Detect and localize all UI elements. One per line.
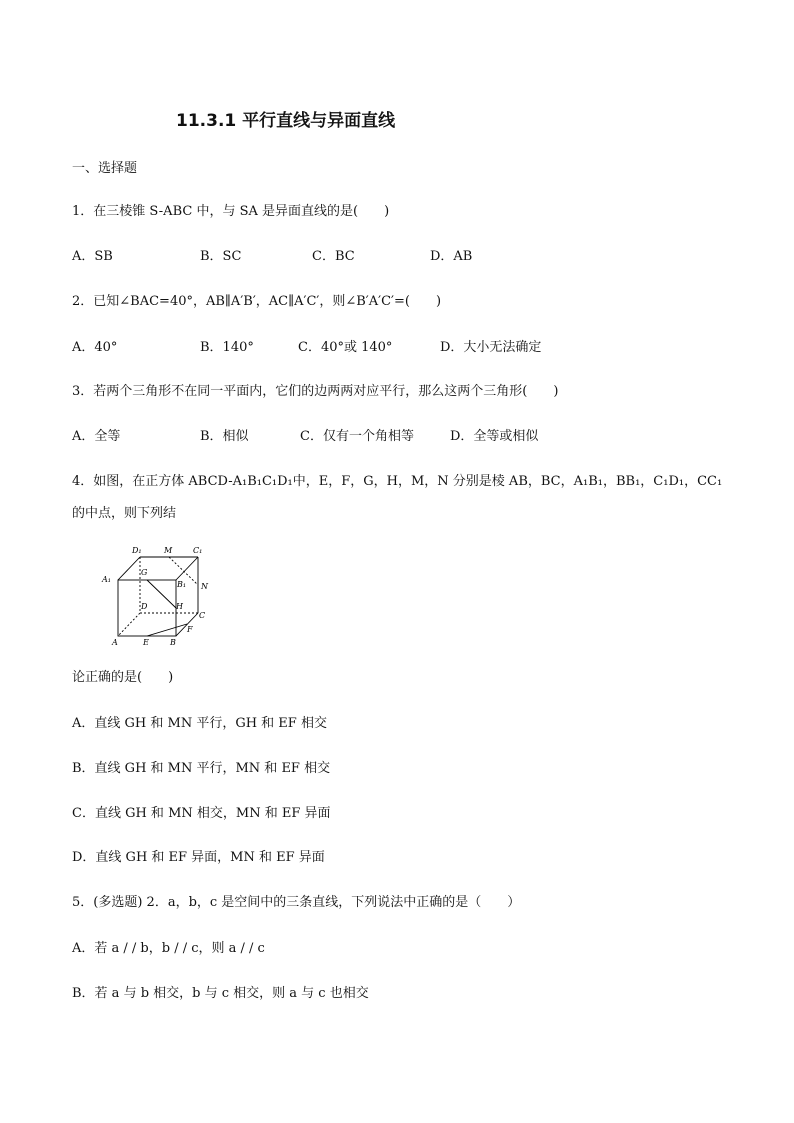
label-n: N	[201, 582, 208, 591]
q3-option-b[interactable]: B．相似	[200, 429, 249, 444]
label-a: A	[112, 638, 118, 647]
q4-option-c[interactable]: C．直线 GH 和 MN 相交，MN 和 EF 异面	[72, 806, 331, 821]
q1-option-d[interactable]: D．AB	[430, 249, 473, 264]
q1-option-c[interactable]: C．BC	[312, 249, 355, 264]
label-h: H	[176, 602, 183, 611]
question-5-stem: 5．(多选题) 2．a，b，c 是空间中的三条直线，下列说法中正确的是（ ）	[72, 895, 521, 910]
label-d1: D₁	[132, 546, 142, 555]
cube-figure	[100, 543, 212, 648]
label-a1: A₁	[102, 575, 111, 584]
edge-b1c1	[176, 557, 198, 580]
label-c1: C₁	[193, 546, 203, 555]
question-1-stem: 1．在三棱锥 S-ABC 中，与 SA 是异面直线的是( )	[72, 204, 390, 219]
section-heading: 一、选择题	[72, 161, 138, 176]
q4-option-a[interactable]: A．直线 GH 和 MN 平行，GH 和 EF 相交	[72, 716, 327, 731]
label-b: B	[170, 638, 176, 647]
question-4-stem-line3: 论正确的是( )	[72, 670, 174, 685]
label-g: G	[141, 568, 148, 577]
page-title: 11.3.1 平行直线与异面直线	[176, 111, 396, 131]
q5-option-b[interactable]: B．若 a 与 b 相交，b 与 c 相交，则 a 与 c 也相交	[72, 986, 369, 1001]
q4-option-d[interactable]: D．直线 GH 和 EF 异面，MN 和 EF 异面	[72, 850, 325, 865]
q3-option-c[interactable]: C．仅有一个角相等	[300, 429, 414, 444]
q3-option-a[interactable]: A．全等	[72, 429, 121, 444]
edge-da	[118, 613, 140, 636]
cube-diagram	[100, 543, 212, 648]
question-4-stem-line1: 4．如图，在正方体 ABCD-A₁B₁C₁D₁中，E，F，G，H，M，N 分别是棱 AB，BC，A₁B₁，BB₁，C₁D₁，CC₁	[72, 474, 723, 489]
q2-option-b[interactable]: B．140°	[200, 340, 254, 355]
question-2-stem: 2．已知∠BAC=40°，AB∥A′B′，AC∥A′C′，则∠B′A′C′=( )	[72, 294, 442, 309]
label-c: C	[199, 611, 206, 620]
label-m: M	[164, 546, 173, 555]
label-e: E	[143, 638, 149, 647]
segment-gh	[147, 580, 176, 608]
q4-option-b[interactable]: B．直线 GH 和 MN 平行，MN 和 EF 相交	[72, 761, 331, 776]
label-d: D	[141, 602, 148, 611]
edge-a1d1	[118, 557, 140, 580]
label-f: F	[187, 625, 193, 634]
question-4-stem-line2: 的中点，则下列结	[72, 506, 177, 521]
q1-option-a[interactable]: A．SB	[72, 249, 113, 264]
q2-option-a[interactable]: A．40°	[72, 340, 118, 355]
q2-option-c[interactable]: C．40°或 140°	[298, 340, 393, 355]
segment-ef	[147, 624, 187, 636]
question-3-stem: 3．若两个三角形不在同一平面内，它们的边两两对应平行，那么这两个三角形( )	[72, 384, 559, 399]
q1-option-b[interactable]: B．SC	[200, 249, 242, 264]
q2-option-d[interactable]: D．大小无法确定	[440, 340, 542, 355]
label-b1: B₁	[177, 580, 187, 589]
q3-option-d[interactable]: D．全等或相似	[450, 429, 539, 444]
q5-option-a[interactable]: A．若 a / / b，b / / c，则 a / / c	[72, 941, 265, 956]
